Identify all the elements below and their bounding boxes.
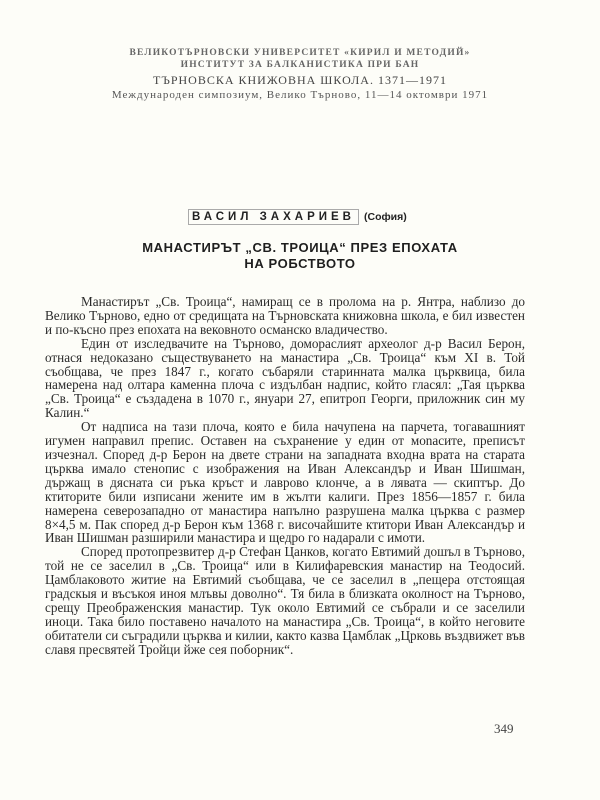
title-line-2: НА РОБСТВОТО bbox=[244, 256, 356, 271]
author-line bbox=[188, 209, 407, 225]
paragraph: Според протопрезвитер д-р Стефан Цанков, когато Евтимий дошъл в Търново, той не се заселил в „Св. Троица“ или в Килифаревския манастир на Теодосий. Цамблаковото житие на Евтимий съобщава, че се заселил в „пещера отстоящая градскыя и въсъкоя иноя млъвы доволно“. Тя била в близката околност на Търново, срещу Преображенския манастир. Тук около Евтимий се събрали и се заселили иноци. Така било поставено началото на манастира „Св. Троица“, в който неговите обитатели си съградили църква и килии, както казва Цамблак „Црковь въздвижет във славя пресвятей Тройци йже сея поборник“. bbox=[45, 544, 525, 657]
header-university: ВЕЛИКОТЪРНОВСКИ УНИВЕРСИТЕТ «КИРИЛ И МЕТОДИЙ» bbox=[129, 48, 471, 58]
paragraph: Един от изследвачите на Търново, домораслият археолог д-р Васил Берон, отнася недоказано съществуването на манастира „Св. Троица“ към XI в. Той съобщава, че през 1847 г., когато събаряли старинната малка църквица, била намерена над олтара каменна плоча с издълбан надпис, който гласял: „Тая църква „Св. Троица“ е създадена в 1070 г., януари 27, епитроп Георги, приложник син му Калин.“ bbox=[45, 335, 525, 421]
title-line-1: МАНАСТИРЪТ „СВ. ТРОИЦА“ ПРЕЗ ЕПОХАТА bbox=[142, 240, 458, 255]
header-institute: ИНСТИТУТ ЗА БАЛКАНИСТИКА ПРИ БАН bbox=[180, 60, 420, 70]
header-school: ТЪРНОВСКА КНИЖОВНА ШКОЛА. 1371—1971 bbox=[153, 73, 447, 87]
article-title bbox=[0, 240, 600, 272]
paragraph: Манастирът „Св. Троица“, намиращ се в пролома на р. Янтра, наблизо до Велико Търново, едно от средищата на Търновската книжовна школа, е бил известен и по-късно през епохата на вековното османско владичество. bbox=[45, 294, 525, 337]
author-city: (София) bbox=[363, 211, 407, 223]
page-number: 349 bbox=[494, 721, 514, 736]
header-symposium: Международен симпозиум, Велико Търново, 11—14 октомври 1971 bbox=[111, 89, 489, 101]
article-body bbox=[45, 295, 525, 657]
author-name: ВАСИЛ ЗАХАРИЕВ bbox=[188, 209, 359, 225]
paragraph: От надписа на тази плоча, която е била начупена на парчета, тогавашният игумен направил препис. Оставен на съхранение у един от моnaсите, преписът изчезнал. Според д-р Берон на двете страни на западната входна врата на старата църква имало стенопис с изображения на Иван Александър и Иван Шишман, държащ в дясната си ръка кръст и лаврово клонче, а в лявата — скиптър. До ктиторите били изписани женитe им в жълти калиги. През 1856—1857 г. била намерена северозападно от манастира напълно разрушена малка църква с размер 8×4,5 м. Пак според д-р Берон към 1368 г. височайшите ктитори Иван Александър и Иван Шишман разширили манастира и щедро го надарали с имоти. bbox=[45, 419, 525, 546]
